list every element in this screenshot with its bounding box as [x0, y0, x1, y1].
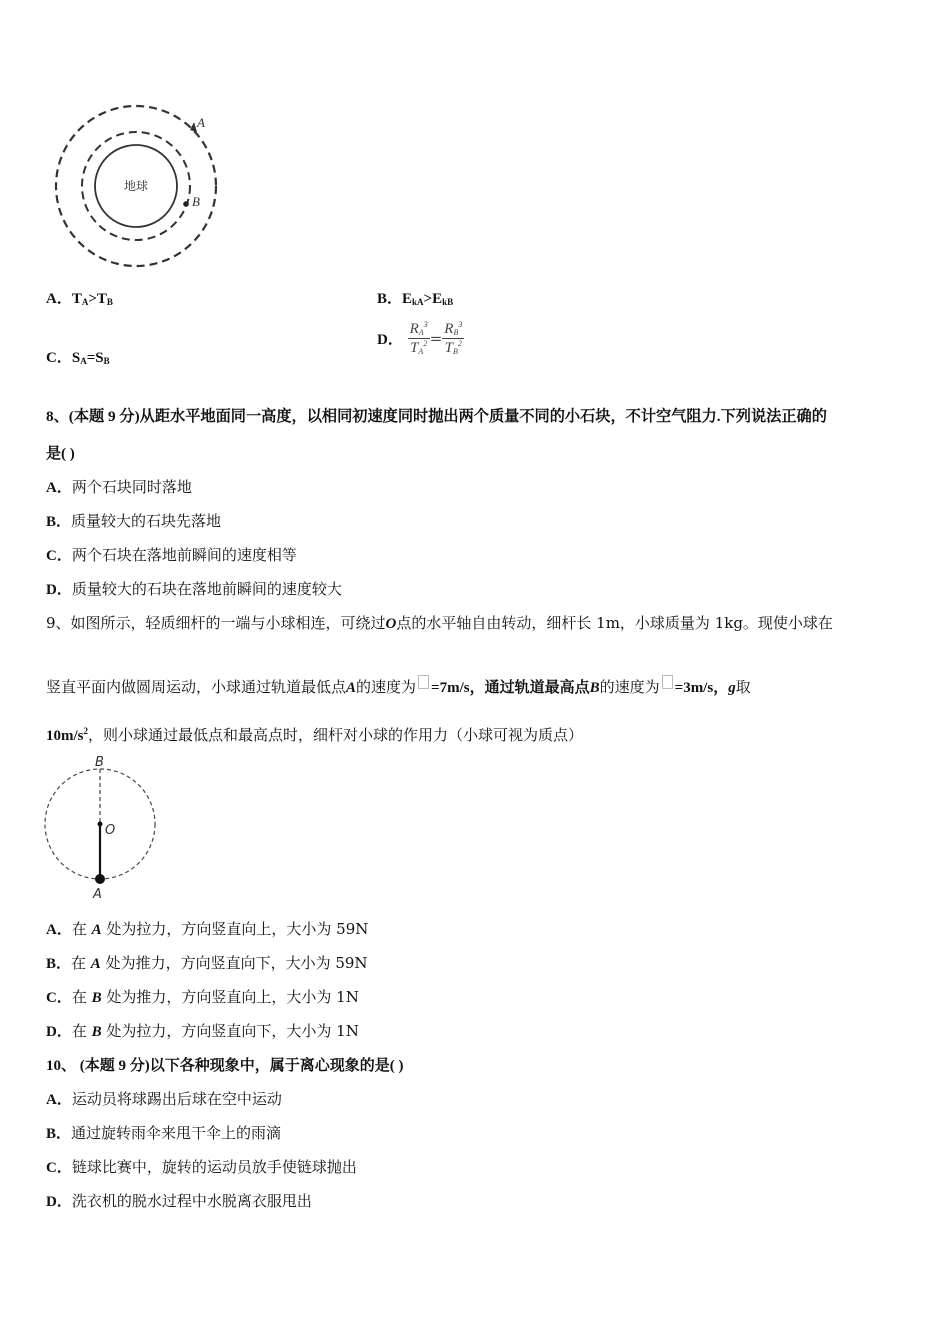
q7-option-a[interactable]: A．$T_A>T_B$ [46, 291, 113, 307]
earth-label: 地球 [124, 179, 149, 193]
missing-formula-icon [418, 675, 429, 689]
q9-stem-line1: 9、如图所示，轻质细杆的一端与小球相连，可绕过O点的水平轴自由转动，细杆长 1m，小球质量为 1kg。现使小球在 [46, 614, 833, 632]
q7-option-c[interactable]: C．$S_A=S_B$ [46, 350, 110, 366]
ball [95, 874, 105, 884]
q8-stem-line2: 是( ) [46, 446, 75, 462]
satellite-b-dot [183, 201, 189, 207]
q10-option-a[interactable]: A．运动员将球踢出后球在空中运动 [46, 1090, 282, 1108]
q9-stem-line2: 竖直平面内做圆周运动，小球通过轨道最低点A的速度为 =7m/s，通过轨道最高点B的速度为 =3m/s，g取 [46, 675, 751, 697]
label-a: A [93, 887, 102, 902]
q7-option-b[interactable]: B．$E_{kA}>E_{kB}$ [377, 291, 454, 307]
q9-option-b[interactable]: B．在 A 处为推力，方向竖直向下，大小为 59N [46, 954, 368, 972]
q8-option-a[interactable]: A．两个石块同时落地 [46, 478, 192, 496]
q9-option-d[interactable]: D．在 B 处为拉力，方向竖直向下，大小为 1N [46, 1022, 359, 1040]
orbit-label-a: A [197, 115, 205, 130]
q8-stem-line1: 8、(本题 9 分)从距水平地面同一高度，以相同初速度同时抛出两个质量不同的小石块，不计空气阻力.下列说法正确的 [46, 408, 827, 425]
label-b: B [95, 755, 104, 770]
q9-stem-line3: $10m/s^2$，则小球通过最低点和最高点时，细杆对小球的作用力（小球可视为质点） [46, 726, 584, 744]
missing-formula-icon [662, 675, 673, 689]
fraction-a: $\frac{R_A^3}{T_A^2}$ [409, 320, 428, 356]
q10-option-c[interactable]: C．链球比赛中，旋转的运动员放手使链球抛出 [46, 1158, 357, 1176]
q8-option-c[interactable]: C．两个石块在落地前瞬间的速度相等 [46, 546, 297, 564]
orbit-label-b: B [192, 194, 200, 209]
q8-option-b[interactable]: B．质量较大的石块先落地 [46, 512, 222, 530]
q10-option-b[interactable]: B．通过旋转雨伞来甩干伞上的雨滴 [46, 1124, 282, 1142]
q7-option-d[interactable]: D． $\frac{R_A^3}{T_A^2}$ = $\frac{R_B^3}{T_B^2}$ [377, 320, 463, 356]
q8-option-d[interactable]: D．质量较大的石块在落地前瞬间的速度较大 [46, 580, 342, 598]
q10-option-d[interactable]: D．洗衣机的脱水过程中水脱离衣服甩出 [46, 1192, 312, 1210]
q9-option-c[interactable]: C．在 B 处为推力，方向竖直向上，大小为 1N [46, 988, 359, 1006]
orbit-diagram [50, 100, 225, 275]
q10-stem: 10、 (本题 9 分)以下各种现象中，属于离心现象的是( ) [46, 1058, 404, 1074]
label-o: O [105, 823, 116, 838]
fraction-b: $\frac{R_B^3}{T_B^2}$ [444, 320, 463, 356]
q9-option-a[interactable]: A．在 A 处为拉力，方向竖直向上，大小为 59N [46, 920, 369, 938]
rod-circle-diagram [40, 752, 165, 902]
